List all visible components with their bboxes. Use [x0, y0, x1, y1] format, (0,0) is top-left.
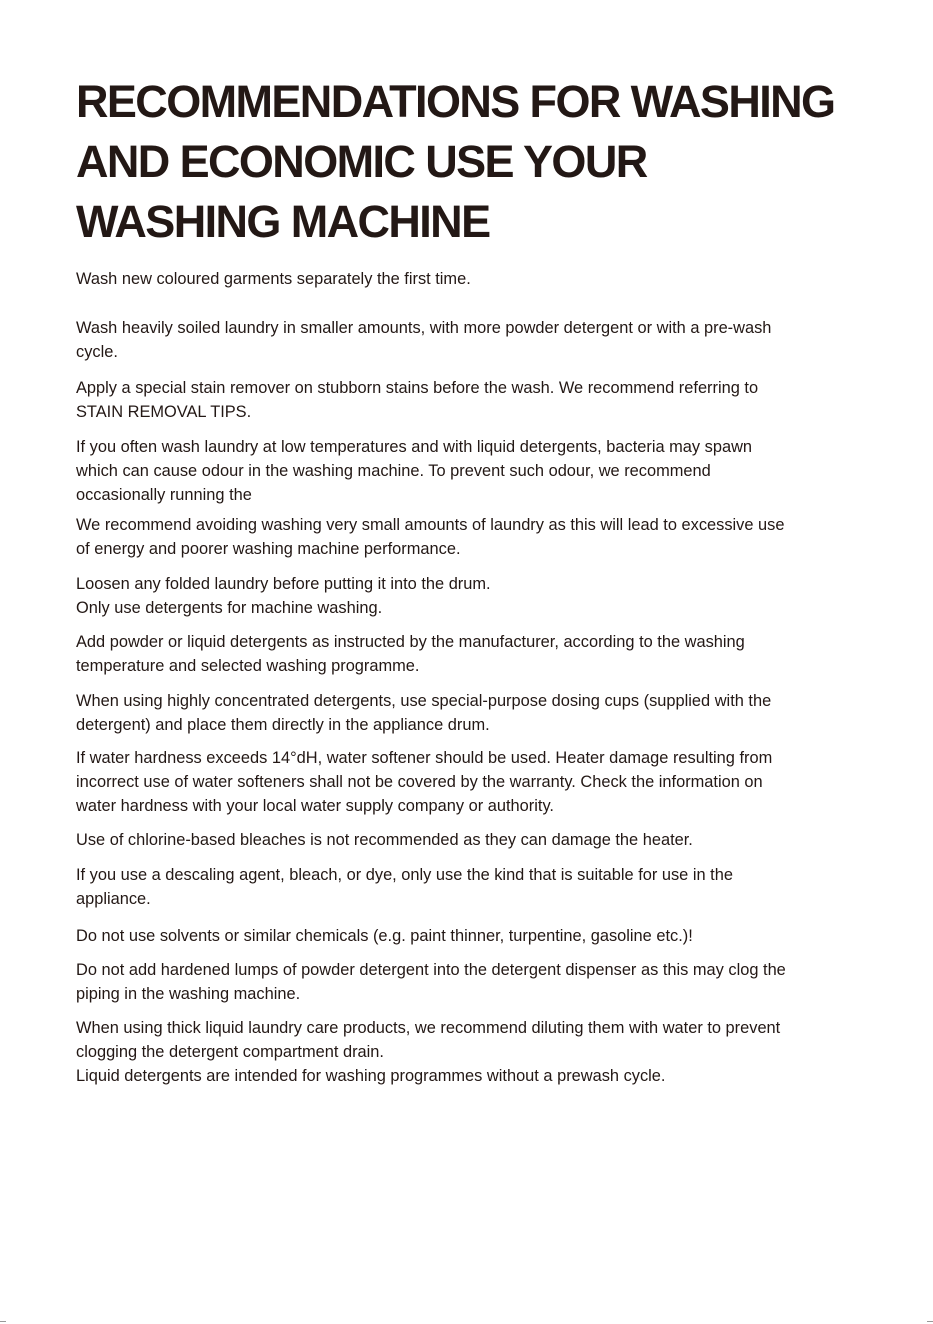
paragraph-hardened-lumps	[76, 958, 866, 1006]
paragraph-heavily-soiled	[76, 316, 866, 364]
paragraph-line: cycle.	[76, 343, 118, 361]
paragraph-line: Wash heavily soiled laundry in smaller amounts, with more powder detergent or with a pre-wash	[76, 319, 772, 337]
paragraph-line: incorrect use of water softeners shall not be covered by the warranty. Check the information on	[76, 773, 763, 791]
title-line: WASHING MACHINE	[76, 196, 490, 247]
paragraph-stain-remover	[76, 376, 866, 424]
paragraph-concentrated-detergents	[76, 689, 866, 737]
page-title	[76, 72, 834, 252]
crop-mark-left	[0, 1321, 6, 1322]
paragraph-line: Use of chlorine-based bleaches is not recommended as they can damage the heater.	[76, 831, 693, 849]
paragraph-line: Add powder or liquid detergents as instructed by the manufacturer, according to the washing	[76, 633, 745, 651]
paragraph-line: We recommend avoiding washing very small amounts of laundry as this will lead to excessive use	[76, 516, 785, 534]
paragraph-line: temperature and selected washing programme.	[76, 657, 420, 675]
paragraph-line: STAIN REMOVAL TIPS.	[76, 403, 252, 421]
paragraph-line: Do not add hardened lumps of powder detergent into the detergent dispenser as this may clog the	[76, 961, 786, 979]
paragraph-water-hardness	[76, 746, 866, 818]
paragraph-thick-liquid-products	[76, 1016, 866, 1088]
paragraph-line: When using thick liquid laundry care products, we recommend diluting them with water to prevent	[76, 1019, 781, 1037]
paragraph-line: detergent) and place them directly in the appliance drum.	[76, 716, 490, 734]
title-line: RECOMMENDATIONS FOR WASHING	[76, 76, 835, 127]
paragraph-line: occasionally running the	[76, 486, 252, 504]
paragraph-small-amounts	[76, 513, 866, 561]
paragraph-line: Only use detergents for machine washing.	[76, 599, 383, 617]
paragraph-line: water hardness with your local water supply company or authority.	[76, 797, 554, 815]
paragraph-line: Loosen any folded laundry before putting it into the drum.	[76, 575, 491, 593]
paragraph-line: of energy and poorer washing machine performance.	[76, 540, 461, 558]
paragraph-new-coloured-garments	[76, 267, 866, 291]
paragraph-low-temperatures	[76, 435, 866, 507]
paragraph-solvents	[76, 924, 866, 948]
paragraph-line: piping in the washing machine.	[76, 985, 301, 1003]
paragraph-line: If you use a descaling agent, bleach, or dye, only use the kind that is suitable for use in the	[76, 866, 733, 884]
paragraph-line: Apply a special stain remover on stubborn stains before the wash. We recommend referring to	[76, 379, 759, 397]
paragraph-line: which can cause odour in the washing machine. To prevent such odour, we recommend	[76, 462, 711, 480]
paragraph-line: Do not use solvents or similar chemicals (e.g. paint thinner, turpentine, gasoline etc.)!	[76, 927, 693, 945]
title-line: AND ECONOMIC USE YOUR	[76, 136, 647, 187]
paragraph-loosen-laundry	[76, 572, 866, 620]
paragraph-line: When using highly concentrated detergents, use special-purpose dosing cups (supplied with the	[76, 692, 772, 710]
paragraph-line: If you often wash laundry at low temperatures and with liquid detergents, bacteria may spawn	[76, 438, 753, 456]
paragraph-line: Wash new coloured garments separately the first time.	[76, 270, 471, 288]
paragraph-line: clogging the detergent compartment drain.	[76, 1043, 384, 1061]
paragraph-add-detergents	[76, 630, 866, 678]
paragraph-line: If water hardness exceeds 14°dH, water softener should be used. Heater damage resulting from	[76, 749, 773, 767]
crop-mark-right	[927, 1321, 933, 1322]
paragraph-line: appliance.	[76, 890, 151, 908]
paragraph-line: Liquid detergents are intended for washing programmes without a prewash cycle.	[76, 1067, 666, 1085]
paragraph-chlorine-bleaches	[76, 828, 866, 852]
paragraph-descaling-agent	[76, 863, 866, 911]
